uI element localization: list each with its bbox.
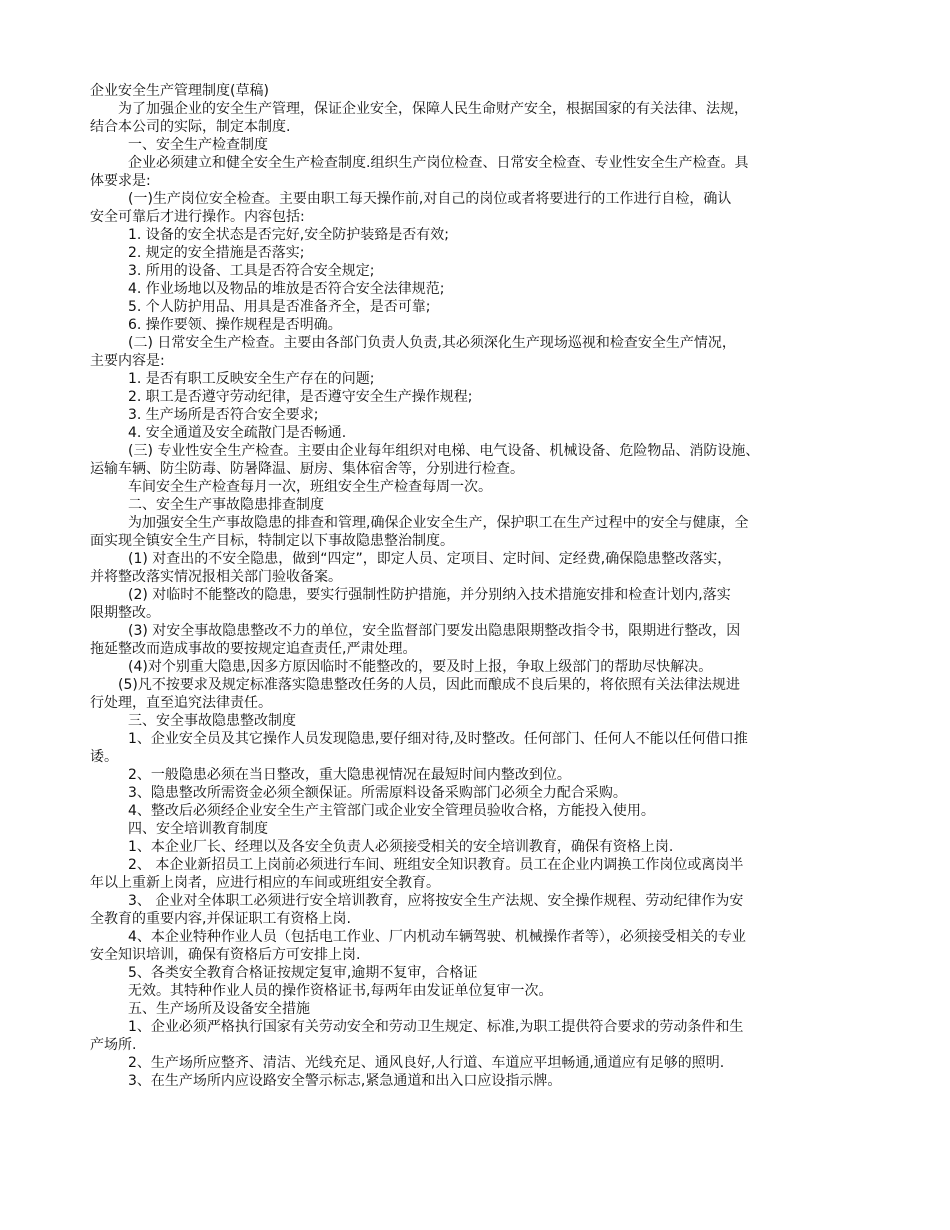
- text-line: 企业必须建立和健全安全生产检查制度.组织生产岗位检查、日常安全检查、专业性安全生产检查。具: [128, 155, 749, 171]
- text-line: 三、安全事故隐患整改制度: [128, 713, 296, 729]
- text-line: 2、生产场所应整齐、清洁、光线充足、通风良好,人行道、车道应平坦畅通,通道应有足够的照明.: [128, 1055, 725, 1071]
- text-line: 为了加强企业的安全生产管理，保证企业安全，保障人民生命财产安全，根据国家的有关法律、法规，: [118, 101, 748, 117]
- text-line: 3、在生产场所内应设路安全警示标志,紧急通道和出入口应设指示牌。: [128, 1073, 562, 1089]
- text-line: 6. 操作要领、操作规程是否明确。: [128, 317, 342, 333]
- text-line: 为加强安全生产事故隐患的排查和管理,确保企业安全生产，保护职工在生产过程中的安全与健康，全: [128, 515, 749, 531]
- text-line: 拖延整改而造成事故的要按规定追查责任,严肃处理。: [90, 641, 417, 657]
- text-line: 主要内容是:: [90, 353, 165, 369]
- text-line: 产场所.: [90, 1037, 137, 1053]
- document-title: 企业安全生产管理制度(草稿): [90, 83, 269, 99]
- text-line: 5、各类安全教育合格证按规定复审,逾期不复审，合格证: [128, 965, 478, 981]
- text-line: 5. 个人防护用品、用具是否准备齐全，是否可靠;: [128, 299, 431, 315]
- text-line: 2. 职工是否遵守劳动纪律，是否遵守安全生产操作规程;: [128, 389, 473, 405]
- text-line: 4、本企业特种作业人员（包括电工作业、厂内机动车辆驾驶、机械操作者等），必须接受相关的专业: [128, 929, 746, 945]
- text-line: 1、企业安全员及其它操作人员发现隐患,要仔细对待,及时整改。任何部门、任何人不能以任何借口推: [128, 731, 748, 747]
- text-line: 全教育的重要内容,并保证职工有资格上岗.: [90, 911, 351, 927]
- text-line: (三) 专业性安全生产检查。主要由企业每年组织对电梯、电气设备、机械设备、危险物品、消防设施、: [128, 443, 760, 459]
- text-line: 3. 所用的设备、工具是否符合安全规定;: [128, 263, 375, 279]
- text-line: 年以上重新上岗者，应进行相应的车间或班组安全教育。: [90, 875, 440, 891]
- text-line: 安全知识培训，确保有资格后方可安排上岗.: [90, 947, 361, 963]
- text-line: 4、整改后必须经企业安全生产主管部门或企业安全管理员验收合格，方能投入使用。: [128, 803, 655, 819]
- text-line: (一)生产岗位安全检查。主要由职工每天操作前,对自己的岗位或者将要进行的工作进行自检，确认: [128, 191, 732, 207]
- text-line: 四、安全培训教育制度: [128, 821, 268, 837]
- document-body: [90, 82, 870, 1090]
- text-line: 并将整改落实情况报相关部门验收备案。: [90, 569, 342, 585]
- text-line: 二、安全生产事故隐患排查制度: [128, 497, 324, 513]
- text-line: 诿。: [90, 749, 118, 765]
- text-line: (4)对个别重大隐患,因多方原因临时不能整改的，要及时上报，争取上级部门的帮助尽快解决。: [128, 659, 713, 675]
- text-line: 运输车辆、防尘防毒、防暑降温、厨房、集体宿舍等，分别进行检查。: [90, 461, 524, 477]
- text-line: 3、 企业对全体职工必须进行安全培训教育，应将按安全生产法规、安全操作规程、劳动纪律作为安: [128, 893, 744, 909]
- text-line: 1、企业必须严格执行国家有关劳动安全和劳动卫生规定、标准,为职工提供符合要求的劳动条件和生: [128, 1019, 744, 1035]
- text-line: 结合本公司的实际，制定本制度.: [90, 119, 291, 135]
- text-line: 2、一般隐患必须在当日整改，重大隐患视情况在最短时间内整改到位。: [128, 767, 571, 783]
- text-line: (1) 对查出的不安全隐患，做到“四定”，即定人员、定项目、定时间、定经费,确保隐患整改落实，: [128, 551, 732, 567]
- text-line: 无效。其特种作业人员的操作资格证书,每两年由发证单位复审一次。: [128, 983, 553, 999]
- text-line: 3. 生产场所是否符合安全要求;: [128, 407, 319, 423]
- text-line: 1. 设备的安全状态是否完好,安全防护装臵是否有效;: [128, 227, 449, 243]
- text-line: 五、生产场所及设备安全措施: [128, 1001, 310, 1017]
- text-line: 1、本企业厂长、经理以及各安全负责人必须接受相关的安全培训教育，确保有资格上岗.: [128, 839, 674, 855]
- text-line: 一、安全生产检查制度: [128, 137, 268, 153]
- text-line: 2. 规定的安全措施是否落实;: [128, 245, 305, 261]
- text-line: (3) 对安全事故隐患整改不力的单位，安全监督部门要发出隐患限期整改指令书，限期进行整改，因: [128, 623, 741, 639]
- text-line: 2、 本企业新招员工上岗前必须进行车间、班组安全知识教育。员工在企业内调换工作岗位或离岗半: [128, 857, 744, 873]
- text-line: 4. 作业场地以及物品的堆放是否符合安全法律规范;: [128, 281, 445, 297]
- text-line: (二) 日常安全生产检查。主要由各部门负责人负责,其必须深化生产现场巡视和检查安全生产情况，: [128, 335, 736, 351]
- text-line: 1. 是否有职工反映安全生产存在的问题;: [128, 371, 375, 387]
- text-line: (5)凡不按要求及规定标准落实隐患整改任务的人员，因此而酿成不良后果的，将依照有关法律法规进: [118, 677, 740, 693]
- text-line: 行处理，直至追究法律责任。: [90, 695, 272, 711]
- text-line: 限期整改。: [90, 605, 160, 621]
- text-line: 车间安全生产检查每月一次，班组安全生产检查每周一次。: [128, 479, 492, 495]
- text-line: 安全可靠后才进行操作。内容包括:: [90, 209, 305, 225]
- text-line: (2) 对临时不能整改的隐患，要实行强制性防护措施，并分别纳入技术措施安排和检查计划内,落实: [128, 587, 731, 603]
- text-line: 3、隐患整改所需资金必须全额保证。所需原料设备采购部门必须全力配合采购。: [128, 785, 627, 801]
- text-line: 4. 安全通道及安全疏散门是否畅通.: [128, 425, 347, 441]
- text-line: 体要求是:: [90, 173, 151, 189]
- text-line: 面实现全镇安全生产目标，特制定以下事故隐患整治制度。: [90, 533, 454, 549]
